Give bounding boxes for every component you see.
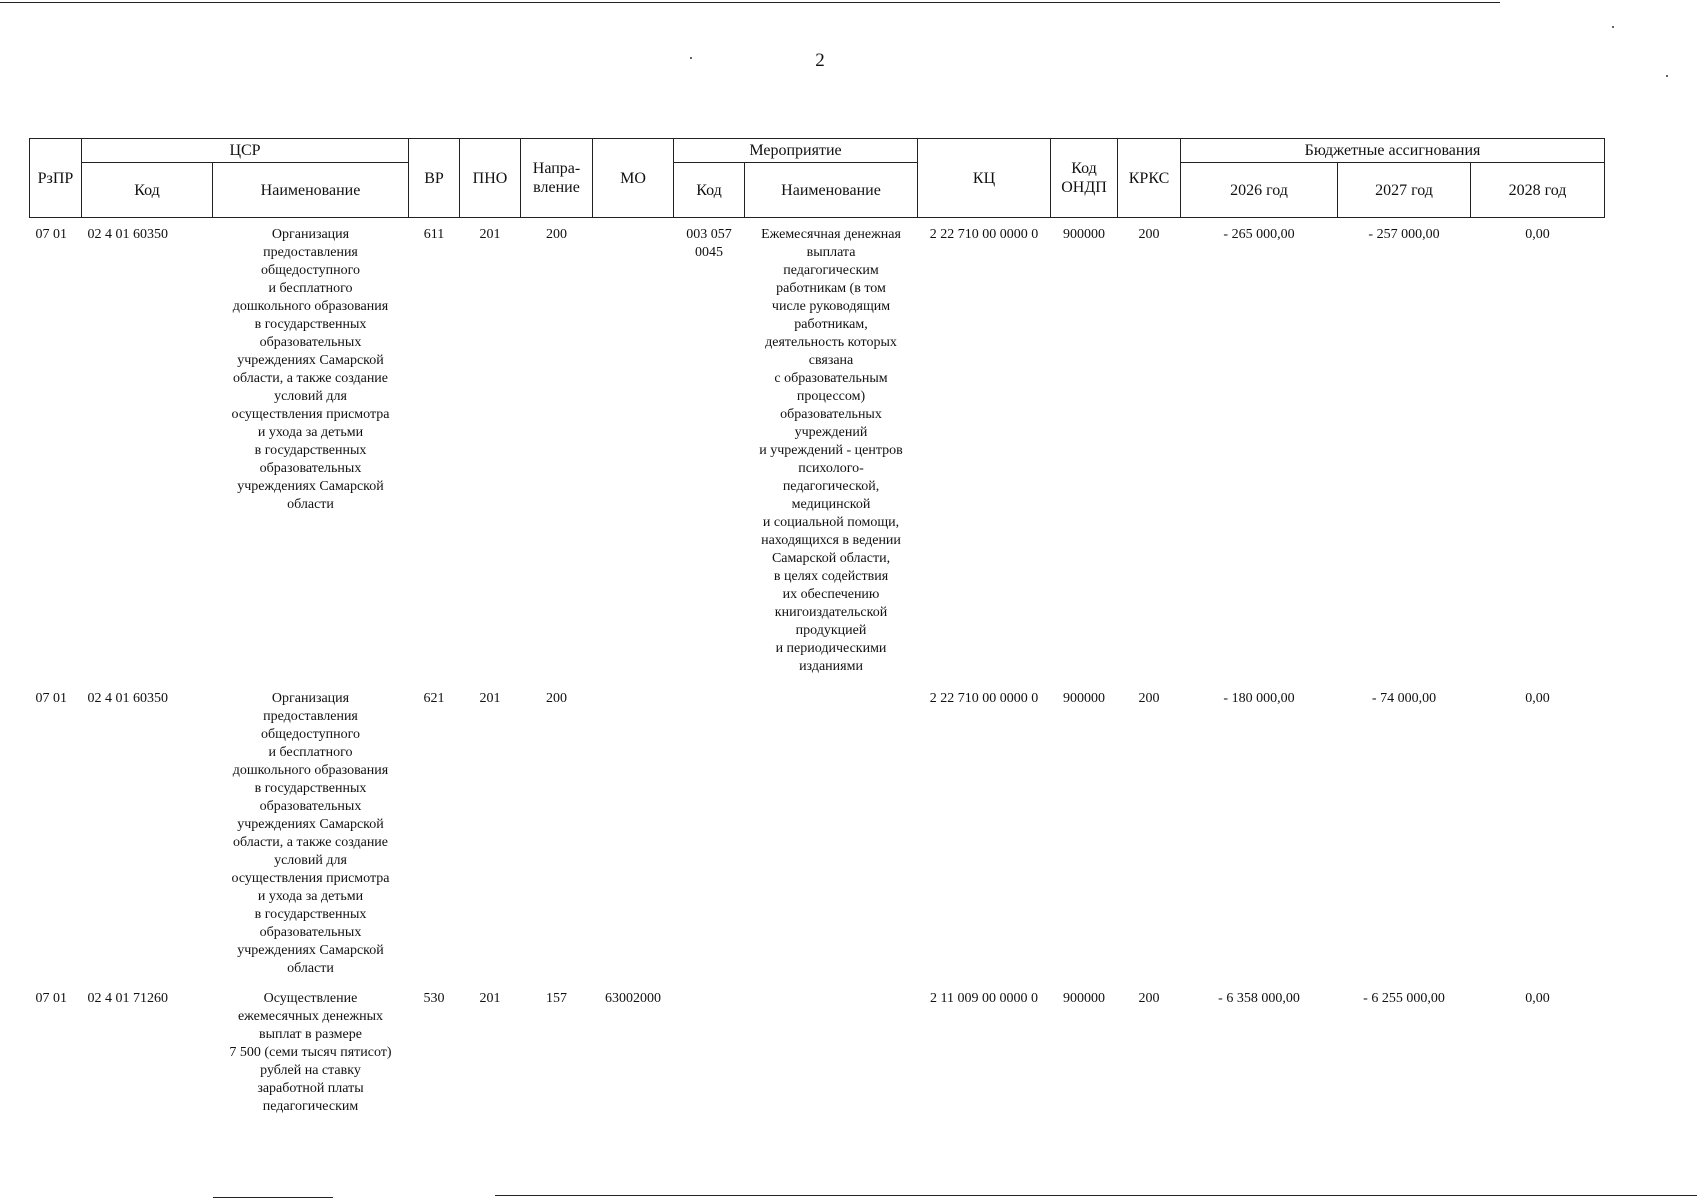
header-row-top — [30, 139, 1605, 163]
scan-speck — [690, 57, 692, 59]
cell-2027: - 74 000,00 — [1371, 691, 1437, 706]
cell-kc: 2 11 009 00 0000 0 — [930, 991, 1038, 1006]
cell-csr-code: 02 4 01 60350 — [87, 227, 168, 242]
header-mo: МО — [593, 139, 674, 218]
cell-csr-code: 02 4 01 71260 — [87, 991, 168, 1006]
header-krks: КРКС — [1118, 139, 1181, 218]
header-csr: ЦСР — [82, 139, 409, 163]
cell-event-name — [745, 682, 918, 982]
cell-2026: - 180 000,00 — [1223, 691, 1295, 706]
cell-vr: 530 — [423, 991, 445, 1006]
cell-kc: 2 22 710 00 0000 0 — [929, 227, 1039, 242]
cell-direction: 200 — [546, 227, 567, 242]
cell-ondp: 900000 — [1063, 227, 1106, 242]
table-row — [30, 982, 1605, 1120]
cell-rzpr: 07 01 — [35, 991, 67, 1006]
cell-csr-name: Организация предоставления общедоступного и бесплатного дошкольного образования в государственных образовательных учреждениях Самарской области, а также создание условий для осуществления присмотра и ухода за детьми в государственных образовательных учреждениях Самарской области — [231, 227, 390, 512]
cell-krks: 200 — [1138, 991, 1160, 1006]
header-row-bottom — [30, 163, 1605, 218]
cell-event-code: 003 057 0045 — [686, 227, 732, 260]
cell-csr-name: Осуществление ежемесячных денежных выплат в размере 7 500 (семи тысяч пятисот) рублей на ставку заработной платы педагогическим — [229, 991, 392, 1114]
header-pno: ПНО — [460, 139, 521, 218]
cell-rzpr: 07 01 — [35, 691, 67, 706]
cell-2028: 0,00 — [1525, 691, 1550, 706]
header-csr-name: Наименование — [213, 163, 409, 218]
header-2026: 2026 год — [1181, 163, 1338, 218]
cell-mo — [593, 682, 674, 982]
cell-pno: 201 — [479, 227, 501, 242]
header-csr-code: Код — [82, 163, 213, 218]
cell-vr: 621 — [423, 691, 445, 706]
cell-ondp: 900000 — [1063, 991, 1106, 1006]
cell-krks: 200 — [1138, 691, 1160, 706]
cell-ondp: 900000 — [1063, 691, 1106, 706]
cell-pno: 201 — [479, 991, 501, 1006]
cell-vr: 611 — [423, 227, 445, 242]
cell-2026: - 265 000,00 — [1223, 227, 1295, 242]
budget-allocation-table — [29, 138, 1605, 1120]
cell-csr-code: 02 4 01 60350 — [87, 691, 168, 706]
cell-krks: 200 — [1138, 227, 1160, 242]
cell-event-name: Ежемесячная денежная выплата педагогическим работникам (в том числе руководящим работникам, деятельность которых связана с образовательным процессом) образовательных учреждений и учреждений - центров психолого- педагогической, медицинской и социальной помощи, находящихся в ведении Самарской области, в целях содействия их обеспечению книгоиздательской продукцией и периодическими изданиями — [759, 227, 903, 674]
cell-direction: 157 — [546, 991, 567, 1006]
cell-2028: 0,00 — [1525, 227, 1550, 242]
header-vr: ВР — [409, 139, 460, 218]
bottom-scan-edge-right — [495, 1195, 1697, 1196]
cell-2028: 0,00 — [1525, 991, 1550, 1006]
top-scan-edge — [0, 2, 1500, 3]
cell-2027: - 257 000,00 — [1368, 227, 1440, 242]
header-event-name: Наименование — [745, 163, 918, 218]
header-kc: КЦ — [918, 139, 1051, 218]
cell-rzpr: 07 01 — [35, 227, 67, 242]
cell-mo — [593, 218, 674, 683]
bottom-scan-edge-left — [213, 1197, 333, 1198]
header-direction: Напра- вление — [521, 139, 593, 218]
header-event-code: Код — [674, 163, 745, 218]
cell-event-code — [674, 982, 745, 1120]
header-ondp: Код ОНДП — [1051, 139, 1118, 218]
header-budget: Бюджетные ассигнования — [1181, 139, 1605, 163]
cell-direction: 200 — [546, 691, 567, 706]
cell-2027: - 6 255 000,00 — [1363, 991, 1445, 1006]
header-rzpr: РзПР — [30, 139, 82, 218]
cell-event-name — [745, 982, 918, 1120]
scan-speck — [1612, 26, 1614, 28]
page-number: 2 — [815, 50, 825, 71]
cell-pno: 201 — [479, 691, 501, 706]
header-2027: 2027 год — [1338, 163, 1471, 218]
table-row — [30, 218, 1605, 683]
header-event: Мероприятие — [674, 139, 918, 163]
cell-kc: 2 22 710 00 0000 0 — [929, 691, 1039, 706]
table-row — [30, 682, 1605, 982]
header-2028: 2028 год — [1471, 163, 1605, 218]
cell-csr-name: Организация предоставления общедоступного и бесплатного дошкольного образования в государственных образовательных учреждениях Самарской области, а также создание условий для осуществления присмотра и ухода за детьми в государственных образовательных учреждениях Самарской области — [231, 691, 390, 976]
cell-event-code — [674, 682, 745, 982]
cell-mo: 63002000 — [605, 991, 661, 1006]
cell-2026: - 6 358 000,00 — [1218, 991, 1300, 1006]
scan-speck — [1666, 75, 1668, 77]
